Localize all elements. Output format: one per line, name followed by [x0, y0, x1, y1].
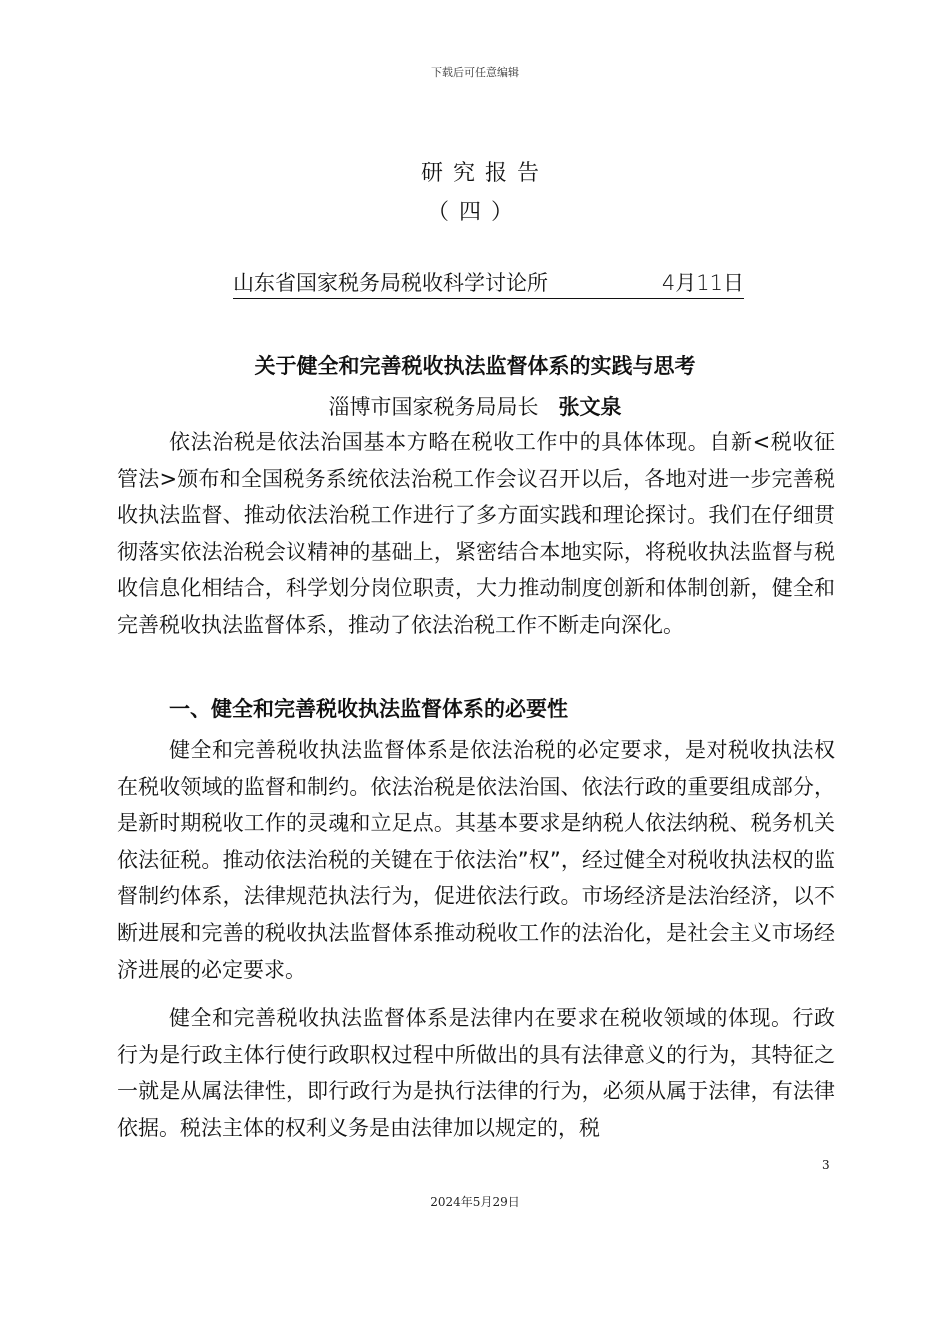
- author-affiliation: 淄博市国家税务局局长: [328, 395, 539, 419]
- header-note: 下载后可任意编辑: [431, 66, 519, 79]
- report-issue: （四）: [426, 200, 523, 225]
- footer-date: 2024年5月29日: [430, 1195, 520, 1209]
- paragraph-necessity-2: 健全和完善税收执法监督体系是法律内在要求在税收领域的体现。行政行为是行政主体行使行政职权过程中所做出的具有法律意义的行为，其特征之一就是从属法律性，即行政行为是执行法律的行为，必须从属于法律，有法律依据。税法主体的权利义务是由法律加以规定的，税: [117, 1006, 835, 1140]
- article-title: 关于健全和完善税收执法监督体系的实践与思考: [254, 354, 696, 378]
- author-line: [0, 391, 950, 421]
- report-title: 研究报告: [420, 161, 549, 186]
- page-number: 3: [822, 1158, 830, 1172]
- report-org-line: [233, 268, 744, 299]
- report-organization: 山东省国家税务局税收科学讨论所: [233, 271, 548, 295]
- report-date: 4月11日: [661, 271, 744, 295]
- section-heading-1: 一、健全和完善税收执法监督体系的必要性: [169, 697, 568, 721]
- author-name: 张文泉: [558, 395, 622, 419]
- paragraph-necessity-1: 健全和完善税收执法监督体系是依法治税的必定要求，是对税收执法权在税收领域的监督和制约。依法治税是依法治国、依法行政的重要组成部分，是新时期税收工作的灵魂和立足点。其基本要求是纳税人依法纳税、税务机关依法征税。推动依法治税的关键在于依法治”权”，经过健全对税收执法权的监督制约体系，法律规范执法行为，促进依法行政。市场经济是法治经济，以不断进展和完善的税收执法监督体系推动税收工作的法治化，是社会主义市场经济进展的必定要求。: [117, 738, 835, 982]
- paragraph-intro: 依法治税是依法治国基本方略在税收工作中的具体体现。自新<税收征管法>颁布和全国税务系统依法治税工作会议召开以后，各地对进一步完善税收执法监督、推动依法治税工作进行了多方面实践和理论探讨。我们在仔细贯彻落实依法治税会议精神的基础上，紧密结合本地实际，将税收执法监督与税收信息化相结合，科学划分岗位职责，大力推动制度创新和体制创新，健全和完善税收执法监督体系，推动了依法治税工作不断走向深化。: [117, 430, 835, 637]
